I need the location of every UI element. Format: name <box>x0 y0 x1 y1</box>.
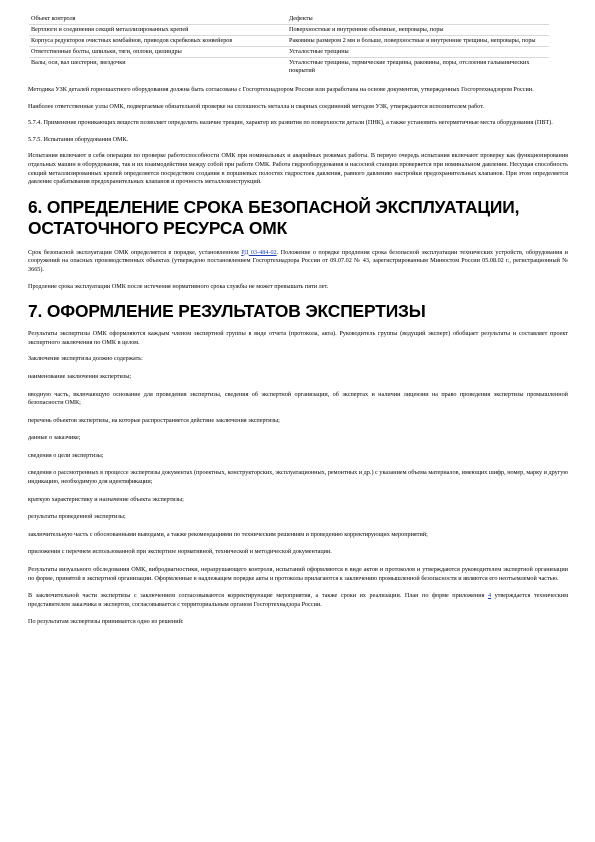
table-cell: Ответственные болты, шпильки, тяги, оплоки, цилиндры <box>29 47 287 58</box>
table-header-cell: Объект контроля <box>31 15 76 22</box>
paragraph: Наиболее ответственные узлы ОМК, подвергаемые обязательной проверке на сплошность металла и сварных соединений методом УЗК, утверждаются исполнителем работ. <box>28 102 484 110</box>
appendix-link[interactable]: 4 <box>487 592 492 600</box>
paragraph: перечень объектов экспертизы, на которые распространяется действие заключения экспертизы; <box>28 416 280 424</box>
paragraph: Продление срока эксплуатации ОМК после истечения нормативного срока службы не может превышать пяти лет. <box>28 282 329 290</box>
table-cell: Вертлюги и соединения секций металлизированных крепей <box>29 25 287 36</box>
table-row <box>29 36 549 47</box>
paragraph: Результаты визуального обследования ОМК, вибродиагностики, неразрушающего контроля, испытаний оформляются в виде актов и протоколов и утверждаются руководителем экспертной организации по форме, принятой в экспертной организации. Оформленные в надлежащем порядке акты и протоколы прилагаются к заключению промышленной безопасности и являются его неотъемлемой частью. <box>28 566 568 582</box>
defects-table <box>29 14 549 76</box>
paragraph: сведения о цели экспертизы; <box>28 451 104 459</box>
paragraph <box>28 592 568 609</box>
paragraph: сведения о рассмотренных в процессе экспертизы документах (проектных, конструкторских, эксплуатационных, ремонтных и др.) с указанием объема материалов, имеющих шифр, номер, марку и другую индикацию, необходимую для идентификации; <box>28 469 568 486</box>
paragraph: Методика УЗК деталей горношахтного оборудования должна быть согласована с Госгортехнадзором России или разработана на основе документов, утвержденных Госгортехнадзором России. <box>28 86 534 93</box>
table-row <box>29 58 549 77</box>
table-cell: Раковины размером 2 мм и больше, поверхностные и внутренние трещины, непровары, поры <box>287 36 549 47</box>
paragraph: 5.7.4. Применение проникающих веществ позволяет определить наличие трещин, характер их развития по поверхности детали (ПНК), а также установить негерметичные места оборудования (ПВТ). <box>28 119 553 127</box>
paragraph: приложения с перечнем использованной при экспертизе нормативной, технической и методической документации. <box>28 548 332 556</box>
table-cell: Корпуса редукторов очистных комбайнов, приводов скребковых конвейеров <box>29 36 287 47</box>
section-heading-7: 7. ОФОРМЛЕНИЕ РЕЗУЛЬТАТОВ ЭКСПЕРТИЗЫ <box>28 301 426 322</box>
table-row <box>29 47 549 58</box>
paragraph-text: . Положение о порядке продления срока безопасной эксплуатации технических устройств, оборудования и сооружений на опасных производственных объектах (утверждено постановлением Госгортехнадзора России от 09.07.02 № 43, зарегистрированным Минюстом России 05.08.02 г., регистрационный № 3665). <box>28 248 568 273</box>
paragraph: Заключение экспертизы должно содержать: <box>28 355 143 363</box>
paragraph-text: Срок безопасной эксплуатации ОМК определяется в порядке, установленном <box>28 248 242 256</box>
table-header-row <box>29 14 549 25</box>
table-cell: Усталостные трещины, термические трещины, раковины, поры, отслоения гальванических покрытий <box>287 58 549 77</box>
paragraph-text: В заключительной части экспертизы с заключением согласовываются корректирующие мероприятия, а также сроки их реализации. План по форме приложения <box>28 592 488 600</box>
paragraph: данные о заказчике; <box>28 434 81 442</box>
table-cell: Усталостные трещины <box>287 47 549 58</box>
paragraph-text: утверждается техническим представителем заказчика и экспертов, согласовывается с территориальным органом Госгортехнадзора России. <box>28 592 569 608</box>
paragraph: заключительную часть с обоснованными выводами, а также рекомендациями по техническим решениям и проведению корректирующих мероприятий; <box>28 530 428 538</box>
paragraph: 5.7.5. Испытания оборудования ОМК. <box>28 135 129 143</box>
paragraph <box>28 249 568 275</box>
paragraph: Испытания включают в себя операции по проверке работоспособности ОМК при номинальных и аварийных режимах работы. В первую очередь испытания включают проверку как функционирования отдельных машин и оборудования, так и их взаимодействия между собой при работе ОМК. Работа гидрооборудования и насосной станции проверяется при номинальном давлении. Несущая способность секций металлизированных крепей определяется посредством создания в поршневых полостях гидростоек давления, равного давлению настройки предохранительных клапанов. При этом определяется давление срабатывания предохранительных клапанов и прочность металлоконструкций. <box>28 152 568 186</box>
document-page <box>28 14 568 627</box>
table-cell: Валы, оси, вал шестерни, звездочки <box>29 58 287 77</box>
table-cell: Поверхностные и внутренние объемные, непровары, поры <box>287 25 549 36</box>
paragraph: По результатам экспертизы принимается одно из решений: <box>28 618 184 626</box>
table-header-cell: Дефекты <box>289 15 313 22</box>
paragraph: краткую характеристику и назначение объекта экспертизы; <box>28 495 184 503</box>
table-row <box>29 25 549 36</box>
document-link[interactable]: РД 03-484-02 <box>241 248 277 256</box>
paragraph: Результаты экспертизы ОМК оформляются каждым членом экспертной группы в виде отчета (протокола, акта). Руководитель группы (ведущий эксперт) обобщает результаты и составляет проект экспертного заключения по ОМК в целом. <box>28 330 568 346</box>
paragraph: вводную часть, включающую основание для проведения экспертизы, сведения об экспертной организации, об экспертах и наличии лицензии на право проведения экспертизы промышленной безопасности ОМК; <box>28 390 568 407</box>
section-heading-6: 6. ОПРЕДЕЛЕНИЕ СРОКА БЕЗОПАСНОЙ ЭКСПЛУАТАЦИИ, ОСТАТОЧНОГО РЕСУРСА ОМК <box>28 196 520 238</box>
paragraph: наименование заключения экспертизы; <box>28 372 132 380</box>
paragraph: результаты проведенной экспертизы; <box>28 513 126 521</box>
